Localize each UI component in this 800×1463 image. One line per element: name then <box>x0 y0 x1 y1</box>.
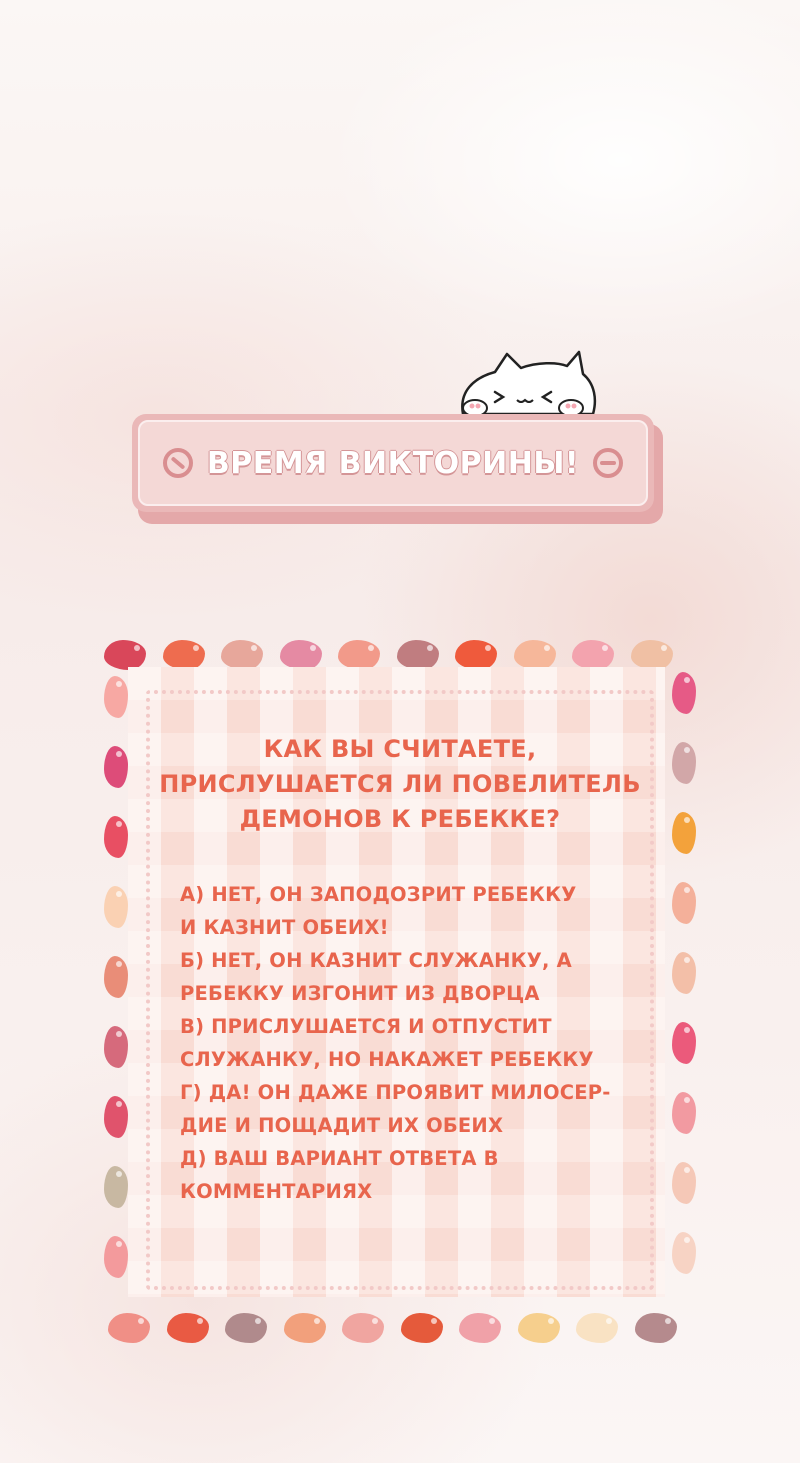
paint-dab <box>672 672 696 714</box>
answer-line: В) ПРИСЛУШАЕТСЯ И ОТПУСТИТ <box>180 1015 552 1038</box>
paint-dab <box>104 886 128 928</box>
paint-dab <box>284 1313 326 1343</box>
paint-dab <box>225 1313 267 1343</box>
paint-dab <box>104 956 128 998</box>
paint-dab <box>572 640 614 670</box>
paint-dab <box>397 640 439 670</box>
answer-line: ДИЕ И ПОЩАДИТ ИХ ОБЕИХ <box>180 1114 504 1137</box>
paint-dab <box>104 1026 128 1068</box>
paint-dab <box>104 816 128 858</box>
paint-dab <box>672 812 696 854</box>
paint-dab <box>631 640 673 670</box>
answer-line: Б) НЕТ, ОН КАЗНИТ СЛУЖАНКУ, А <box>180 949 572 972</box>
paint-dab <box>576 1313 618 1343</box>
question-line: ДЕМОНОВ К РЕБЕККЕ? <box>239 805 561 833</box>
paint-dab <box>514 640 556 670</box>
paint-dab <box>342 1313 384 1343</box>
paint-dab <box>104 746 128 788</box>
answer-line: Д) ВАШ ВАРИАНТ ОТВЕТА В <box>180 1147 499 1170</box>
answer-line: СЛУЖАНКУ, НО НАКАЖЕТ РЕБЕККУ <box>180 1048 594 1071</box>
banner-inner <box>138 420 648 506</box>
paint-dab <box>221 640 263 670</box>
paint-dab <box>280 640 322 670</box>
paint-dab <box>459 1313 501 1343</box>
answer-line: РЕБЕККУ ИЗГОНИТ ИЗ ДВОРЦА <box>180 982 540 1005</box>
paint-dab <box>672 742 696 784</box>
paint-dab <box>635 1313 677 1343</box>
paint-dab <box>104 1096 128 1138</box>
paint-dab <box>163 640 205 670</box>
answer-line: А) НЕТ, ОН ЗАПОДОЗРИТ РЕБЕККУ <box>180 883 577 906</box>
paint-dab <box>672 952 696 994</box>
quiz-answers <box>180 878 650 1208</box>
minus-circle-icon <box>593 448 623 478</box>
answer-line: КОММЕНТАРИЯХ <box>180 1180 373 1203</box>
cat-icon <box>455 348 600 416</box>
banner-title: ВРЕМЯ ВИКТОРИНЫ! <box>206 445 580 481</box>
quiz-question <box>150 732 650 837</box>
paint-dab <box>518 1313 560 1343</box>
paint-dab <box>672 882 696 924</box>
paint-dab <box>104 1166 128 1208</box>
paint-dab <box>104 676 128 718</box>
answer-line: И КАЗНИТ ОБЕИХ! <box>180 916 389 939</box>
paint-dab <box>104 1236 128 1278</box>
paint-dab <box>167 1313 209 1343</box>
paint-dab <box>672 1162 696 1204</box>
answer-line: Г) ДА! ОН ДАЖЕ ПРОЯВИТ МИЛОСЕР- <box>180 1081 611 1104</box>
paint-dab <box>401 1313 443 1343</box>
paint-dab <box>104 640 146 670</box>
question-line: ПРИСЛУШАЕТСЯ ЛИ ПОВЕЛИТЕЛЬ <box>159 770 641 798</box>
paint-dab <box>338 640 380 670</box>
paint-dab <box>455 640 497 670</box>
no-entry-icon <box>163 448 193 478</box>
paint-dab <box>108 1313 150 1343</box>
paint-dab <box>672 1092 696 1134</box>
paint-dab <box>672 1022 696 1064</box>
quiz-banner <box>132 414 654 512</box>
paint-dab <box>672 1232 696 1274</box>
question-line: КАК ВЫ СЧИТАЕТЕ, <box>263 735 537 763</box>
